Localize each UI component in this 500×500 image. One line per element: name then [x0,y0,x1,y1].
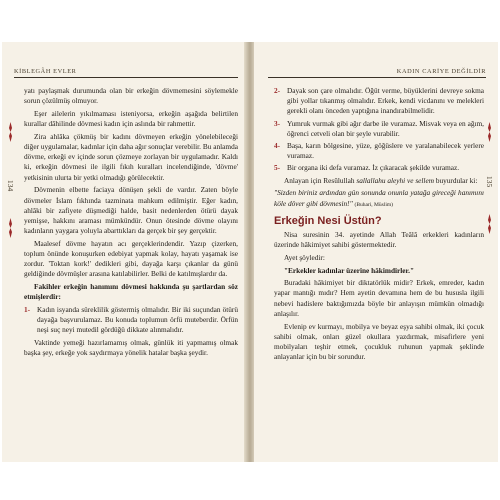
page-number-right: 135 [485,176,494,188]
list-text: Yumruk vurmak gibi ağır darbe ile vuramaz. Misvak veya en ağım, öğrenci cetveli olan bir şeyle vurabilir. [287,118,484,138]
list-text: Kadın isyanda süreklilik göstermiş olmalıdır. Bir iki suçundan ötürü dayağa başvurulamaz. Bu konuda toplumun örfü muteberdir. Örfün neşi suç neyi mutedil gördüğü dikkate alınmalıdır. [37,305,238,335]
paragraph: Nisa suresinin 34. ayetinde Allah Teâlâ erkekleri kadınların üzerinde hâkimiyet sahibi göstermektedir. [274,229,484,250]
ornament-icon [486,214,493,234]
list-number: 5- [274,163,281,173]
list-number: 2- [274,86,281,95]
list-number: 3- [274,118,281,128]
list-text: Dayak son çare olmalıdır. Öğüt verme, büyüklerini devreye sokma gibi yollar tıkanmış olmalıdır. Erkek, kendi vicdanını ve melekleri gerekli olanı önceden yaptığına inandırabilmelidir. [287,86,484,116]
paragraph: Evlenip ev kurmayı, mobilya ve beyaz eşya sahibi olmak, iki çocuk sahibi olmak, onları güzel okullara yazdırmak, misafirlere yeni mobilyaları teşhir etmek, çocukluk ruhunun yapmak şeklinde anlayanlar için bu bir sorundur. [274,321,484,362]
paragraph: Vaktinde yemeği hazırlamamış olmak, günlük iti yapmamış olmak başka şey, erkeğe yok saydırmaya yönelik hatalar başka şeydir. [24,337,238,357]
paragraph: Eşer ailelerin yıkılmaması isteniyorsa, erkeğin aşağıda belirtilen kurallar dâhilinde dövmesi kadın için aslında bir rahmettir. [24,108,238,129]
ayah-quote: "Erkekler kadınlar üzerine hâkimdirler." [284,265,414,275]
paragraph: Buradaki hâkimiyet bir diktatörlük midir? Erkek, emreder, kadın yapar mantığı mıdır? Hem ayetin devamına hem de bu hususla ilgili nebevi hadislere baktığımızda böyle bir anlayışın mümkün olmadığı anlaşılır. [274,278,484,318]
hadith-intro [274,176,484,186]
ornament-icon [7,122,14,142]
list-item [274,141,484,161]
right-body-text [274,86,484,365]
hadith-quote [274,188,484,209]
ornament-icon [486,122,493,142]
hadith-intro-text-2: buyurdular ki: [435,175,478,185]
right-page [254,42,498,462]
list-item [24,305,238,336]
honorific: sallallahu aleyhi ve sellem [356,175,434,185]
page-number-left: 134 [6,180,15,192]
ornament-icon [7,218,14,238]
section-title: Erkeğin Nesi Üstün? [274,214,382,227]
book-spread [2,42,498,462]
list-number: 1- [24,305,31,315]
list-text: Başa, karın bölgesine, yüze, göğüslere ve yaralanabilecek yerlere vuramaz. [287,141,484,161]
hadith-quote-text: "Sizden biriniz ardından gün sonunda onunla yatağa gireceği hanımını köle döver gibi dövmesin!" [274,188,484,208]
list-number: 4- [274,141,281,151]
hadith-source: (Buhari, Müslim) [354,201,393,208]
hadith-intro-text: Anlayan için Resûlullah [284,175,355,185]
paragraph: yatı paylaşmak durumunda olan bir erkeğin dövmemesini söylemekle sorun çözülmüş olmuyor. [24,86,238,106]
running-head-left: KİBLEGÂH EVLER [14,68,77,75]
subheading: Fakihler erkeğin hanımını dövmesi hakkında şu şartlardan söz etmişlerdir: [24,282,238,302]
paragraph: Zira ahlâka çökmüş bir kadını dövmeyen erkeğin yönelebileceği diğer uygulamalar, kadınlar için daha ağır sonuçlar verebilir. Bu anlamda dövme, erkeği ev içinde sorun çözmeye zorlayan bir uygulamadır. Kaldı ki, erkeğin dövmesi ile ilgili fıkıh kuralları incelendiğinde, 'dövme' yetkisinin ulurta bir yetki olmadığı görülecektir. [24,131,238,182]
paragraph: Ayet şöyledir: [284,252,325,262]
paragraph: Maalesef dövme hayatın acı gerçeklerindendir. Yazıp çizerken, toplum önünde konuşurken edebiyat yapmak kolay, hayatı yaşamak ise zordur. 'Toktan kork!' dedikleri gibi, dayağa karşı çıkanlar da günü geldiğinde dövmüşler arasına katılabilirler. Belki de katılmışlardır da. [24,238,238,279]
list-item [274,163,484,173]
paragraph: Dövmenin elbette faciaya dönüşen şekli de vardır. Zaten böyle dövmeler İslam fıkhında tazminata mahkum edilmiştir. Eğer kadın, ahlâki bir zafiyete düşmediği halde, basit nedenlerden ötürü dayak yemişse, hakkını araması mümkündür. Onun ötesinde dövme olayını kadınların yaygara yoluyla abarttıkları da gerçek bir şey gerçektir. [24,185,238,236]
left-body-text [24,86,238,361]
list-item [274,86,484,117]
header-rule-right [268,77,486,78]
list-text: Bir organa iki defa vuramaz. İz çıkaracak şekilde vuramaz. [287,163,460,173]
left-page [2,42,246,462]
running-head-right: KADIN CARİYE DEĞİLDİR [396,68,486,75]
list-item [274,119,484,139]
header-rule-left [14,77,238,78]
